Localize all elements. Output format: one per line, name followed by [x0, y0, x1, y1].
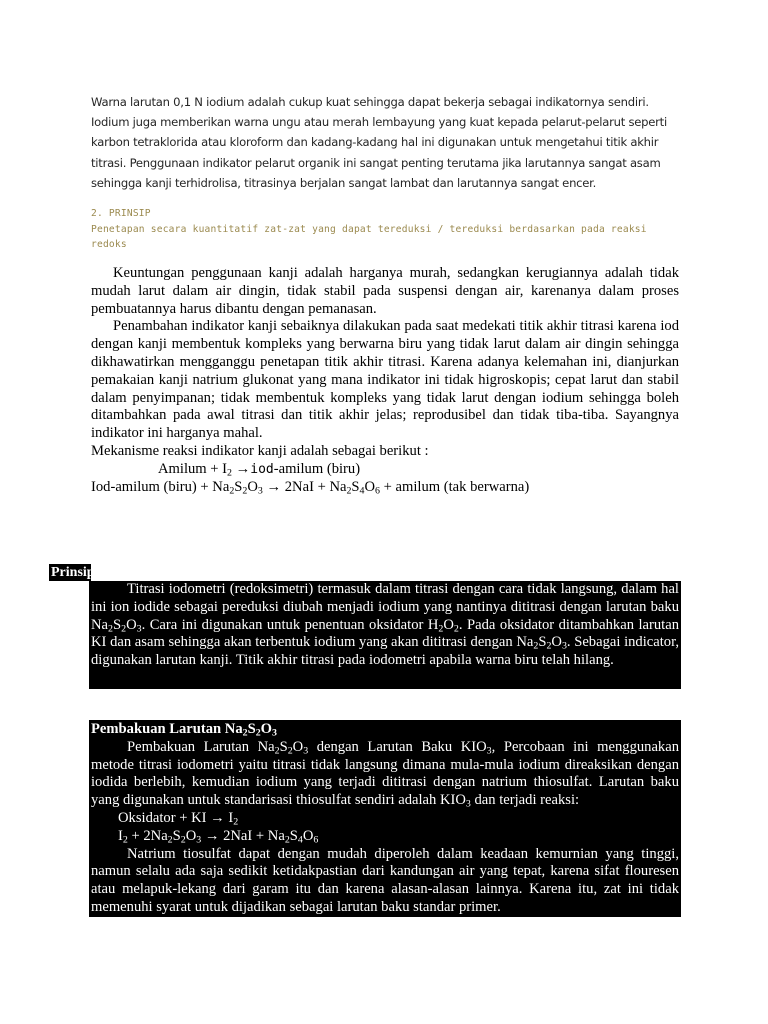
eq-mono-text: iod [250, 461, 274, 477]
text: S [279, 738, 288, 755]
reaction-line-1 [91, 810, 679, 828]
text: dengan Larutan Baku KIO [308, 738, 487, 755]
text: . Cara ini digunakan untuk penentuan oksidator H [141, 616, 439, 633]
reaction-line-2 [91, 828, 679, 846]
text: Pembakuan Larutan Na [127, 738, 275, 755]
intro-line: Iodium juga memberikan warna ungu atau merah lembayung yang kuat kepada pelarut-pelarut seperti [91, 115, 667, 130]
eq-text: Amilum + I [158, 460, 228, 477]
intro-line: Warna larutan 0,1 N iodium adalah cukup kuat sehingga dapat bekerja sebagai indikatornya sendiri. [91, 95, 649, 109]
sub: 3 [272, 727, 277, 739]
text: dan terjadi reaksi: [470, 792, 580, 809]
intro-line: titrasi. Penggunaan indikator pelarut organik ini sangat penting terutama jika larutannya sangat asam [91, 155, 661, 170]
pembakuan-box [89, 720, 681, 917]
pembakuan-heading [91, 721, 679, 739]
text: S [112, 616, 122, 633]
text: O [302, 827, 314, 844]
sub: 2 [242, 727, 248, 739]
prinsip-code-heading: 2. PRINSIP [91, 208, 151, 219]
eq-text: Iod-amilum (biru) + Na [91, 478, 230, 495]
prinsip-paragraph [91, 581, 679, 670]
sub: 2 [546, 640, 552, 652]
sub: 2 [453, 623, 459, 635]
sub: 6 [313, 834, 319, 846]
eq-arrow: → [232, 460, 251, 477]
eq-sub: 2 [242, 485, 248, 497]
text: S [247, 721, 256, 737]
kanji-paragraph-1: Keuntungan penggunaan kanji adalah harganya murah, sedangkan kerugiannya adalah tidak mudah larut dalam air dingin, tidak stabil pada suspensi dengan air, karenanya dalam proses pembuatannya harus dibantu dengan pemanasan. [91, 265, 679, 317]
text: O [292, 738, 304, 755]
sub: 2 [233, 816, 239, 828]
eq-text: S [351, 478, 360, 495]
text: I [118, 827, 123, 844]
text: , Percobaan ini menggunakan metode titrasi iodometri yaitu titrasi tidak langsung dimana mula-mula iodium direaksikan dengan iodida berlebih, kemudian iodium yang terjadi dititrasi dengan natrium thiosulfat. Larutan baku yang digunakan untuk standarisasi thiosulfat sendiri adalah KIO [91, 738, 680, 809]
text: O [551, 634, 562, 651]
sub: 2 [533, 640, 539, 652]
text: S [289, 827, 298, 844]
prinsip-label: Prinsip [51, 565, 95, 580]
eq-sub: 4 [359, 485, 365, 497]
sub: 2 [255, 727, 261, 739]
equation-amilum [91, 461, 679, 479]
text: S [538, 634, 547, 651]
eq-text: → 2NaI + Na [262, 478, 347, 495]
sub: 3 [465, 798, 471, 810]
text: + 2Na [127, 827, 168, 844]
kanji-section [91, 265, 679, 496]
prinsip-code-block [91, 206, 683, 253]
text: S [172, 827, 181, 844]
equation-iod-amilum [91, 479, 679, 497]
eq-text: -amilum (biru) [273, 460, 361, 477]
eq-sub: 2 [227, 467, 232, 479]
sub: 2 [438, 623, 444, 635]
text: O [126, 616, 137, 633]
kanji-paragraph-2: Penambahan indikator kanji sebaiknya dilakukan pada saat medekati titik akhir titrasi karena iod dengan kanji membentuk kompleks yang berwarna biru yang tidak larut dalam air dingin sehingga dikhawatirkan mengganggu penetapan titik akhir titrasi. Karena adanya kelemahan ini, dianjurkan pemakaian kanji natrium glukonat yang mana indikator ini tidak higroskopis; cepat larut dan stabil dalam penyimpanan; tidak membentuk kompleks yang tidak larut dengan iodium sehingga boleh ditambahkan pada awal titrasi dan titik akhir jelas; reprodusibel dan tidak tiba-tiba. Sayangnya indikator ini harganya mahal. [91, 318, 679, 442]
eq-text: S [234, 478, 243, 495]
text: Titrasi iodometri (redoksimetri) termasuk dalam titrasi dengan cara tidak langsung, dalam hal ini ion iodide sebagai pereduksi diubah menjadi iodium yang nantinya dititrasi dengan larutan baku Na [91, 581, 679, 633]
mechanism-line: Mekanisme reaksi indikator kanji adalah sebagai berikut : [91, 442, 429, 459]
prinsip-box [89, 581, 681, 689]
eq-sub: 2 [346, 485, 352, 497]
sub: 3 [136, 623, 142, 635]
sub: 3 [561, 640, 567, 652]
sub: 2 [108, 623, 113, 635]
text: Pembakuan Larutan Na [91, 721, 243, 737]
sub: 4 [297, 834, 303, 846]
text: O [443, 616, 454, 633]
sub: 2 [180, 834, 186, 846]
sub: 2 [284, 834, 290, 846]
sub: 3 [303, 745, 309, 757]
sub: 2 [287, 745, 293, 757]
text: O [185, 827, 197, 844]
intro-paragraph [91, 92, 683, 193]
eq-sub: 6 [375, 485, 380, 497]
eq-text: O [247, 478, 258, 495]
eq-text: O [364, 478, 376, 495]
sub: 2 [274, 745, 280, 757]
intro-line: sehingga kanji terhidrolisa, titrasinya berjalan sangat lambat dan larutannya sangat encer. [91, 175, 597, 190]
text: O [260, 721, 273, 737]
intro-line: karbon tetraklorida atau kloroform dan kadang-kadang hal ini digunakan untuk mengetahui titik akhir [91, 135, 659, 150]
prinsip-code-line: redoks [91, 239, 127, 250]
pembakuan-paragraph-1 [91, 739, 679, 810]
text: → 2NaI + Na [201, 827, 285, 844]
sub: 3 [486, 745, 492, 757]
pembakuan-paragraph-2: Natrium tiosulfat dapat dengan mudah diperoleh dalam keadaan kemurnian yang tinggi, namun selalu ada saja sedikit ketidakpastian dari kandungan air yang tepat, karena sifat flouresen atau melapuk-lekang dari garam itu dan karena alasan-alasan lainnya. Karena itu, zat ini tidak memenuhi syarat untuk dijadikan sebagai larutan baku standar primer. [91, 845, 679, 915]
text: . Pada oksidator ditambahkan larutan KI dan asam sehingga akan terbentuk iodium yang akan dititrasi dengan Na [91, 616, 679, 651]
text: Oksidator + KI → I [118, 809, 234, 826]
sub: 2 [167, 834, 173, 846]
prinsip-code-line: Penetapan secara kuantitatif zat-zat yang dapat tereduksi / tereduksi berdasarkan pada reaksi [91, 223, 647, 235]
eq-sub: 2 [229, 485, 235, 497]
eq-text: + amilum (tak berwarna) [380, 478, 530, 495]
sub: 3 [196, 834, 202, 846]
sub: 2 [121, 623, 127, 635]
eq-sub: 3 [257, 485, 263, 497]
text: . Sebagai indicator, digunakan larutan kanji. Titik akhir titrasi pada iodometri apabila warna biru telah hilang. [91, 634, 680, 669]
sub: 2 [122, 834, 128, 846]
